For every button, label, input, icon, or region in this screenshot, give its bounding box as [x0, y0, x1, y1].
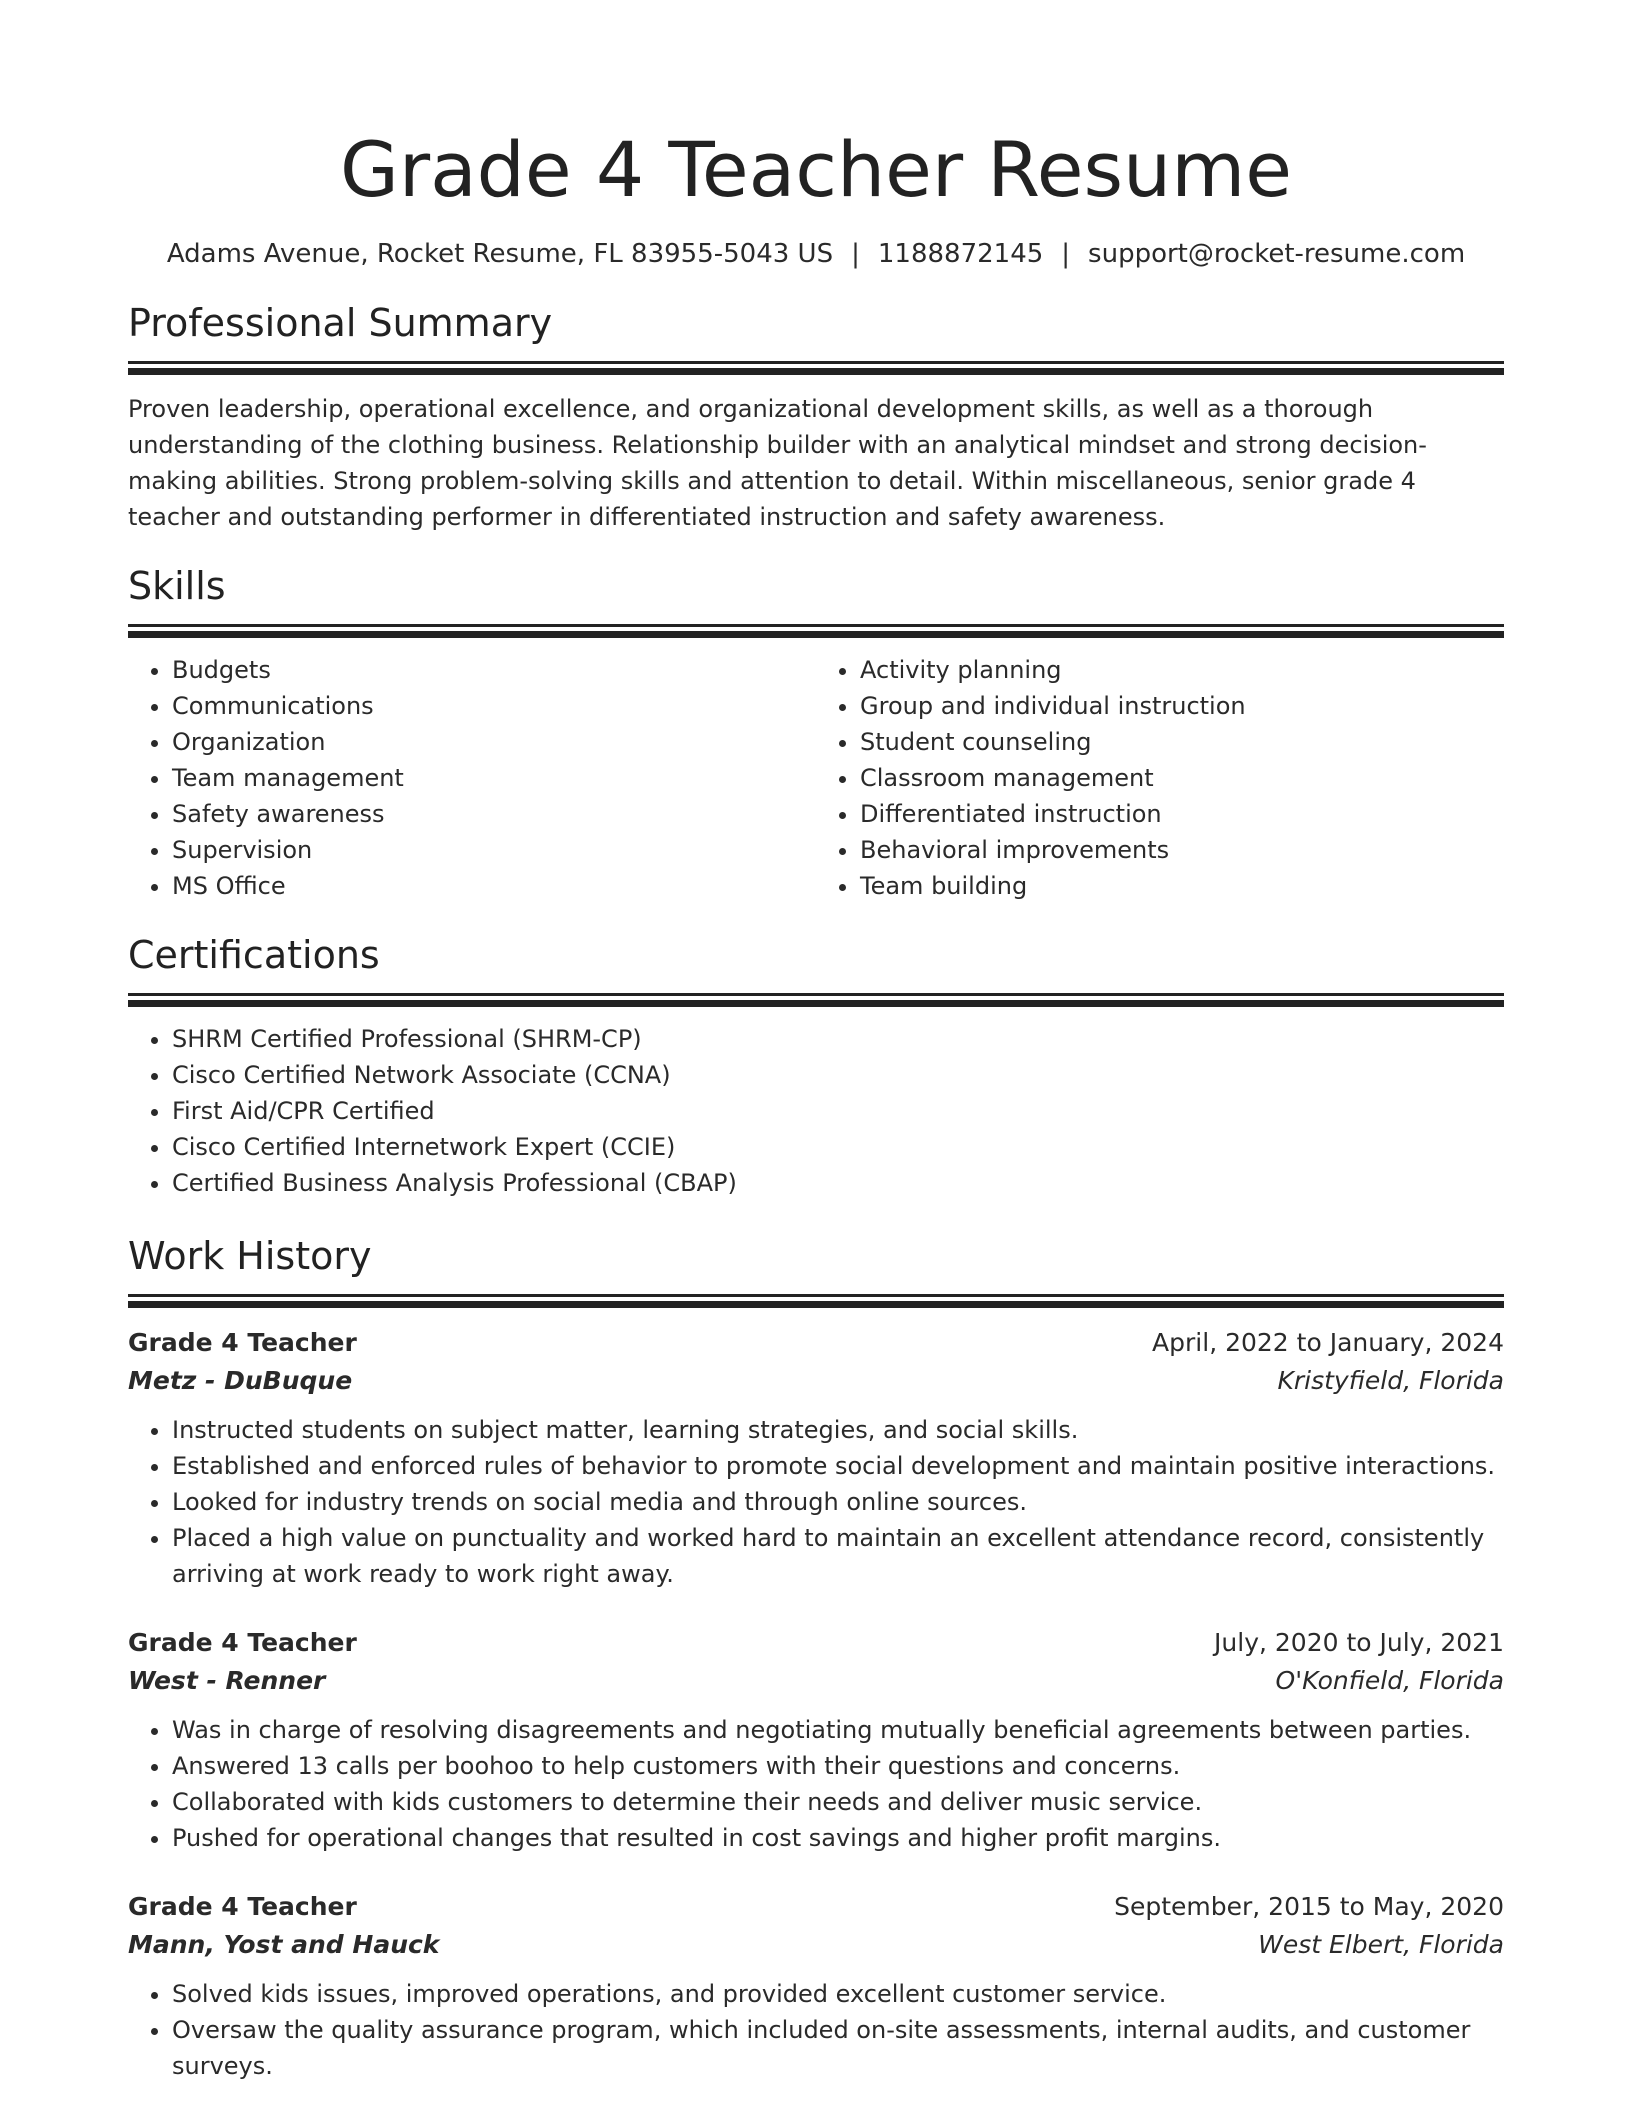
job-header-row	[128, 1624, 1504, 1662]
skills-heading: Skills	[128, 564, 226, 608]
job-bullet: • Answered 13 calls per boohoo to help customers with their questions and concerns.	[172, 1748, 1504, 1784]
contact-separator: |	[1061, 239, 1071, 269]
job-subheader-row	[128, 1926, 1504, 1964]
job-bullet: • Instructed students on subject matter, learning strategies, and social skills.	[172, 1412, 1504, 1448]
job-bullet: • Oversaw the quality assurance program, which included on-site assessments, internal audits, and customer surveys.	[172, 2012, 1504, 2084]
job-company: Metz - DuBuque	[128, 1366, 353, 1395]
job-dates: April, 2022 to January, 2024	[1152, 1328, 1504, 1357]
section-rule-thick	[128, 631, 1504, 638]
job-location: O'Konfield, Florida	[1275, 1666, 1504, 1695]
certification-item: • SHRM Certified Professional (SHRM-CP)	[172, 1021, 1504, 1057]
contact-line	[128, 236, 1504, 272]
summary-section	[128, 298, 1504, 535]
skill-item: • Supervision	[172, 832, 816, 868]
job-bullet: • Solved kids issues, improved operations, and provided excellent customer service.	[172, 1976, 1504, 2012]
certifications-list	[128, 1021, 1504, 1201]
certifications-heading: Certifications	[128, 933, 380, 977]
job-subheader-row	[128, 1662, 1504, 1700]
job-title: Grade 4 Teacher	[128, 1628, 357, 1657]
certifications-section	[128, 930, 1504, 1201]
skill-item: • Group and individual instruction	[860, 688, 1504, 724]
job-location: West Elbert, Florida	[1258, 1930, 1504, 1959]
section-rule	[128, 993, 1504, 996]
skill-item: • Organization	[172, 724, 816, 760]
contact-email: support@rocket-resume.com	[1088, 239, 1466, 269]
certification-item: • Cisco Certified Network Associate (CCNA)	[172, 1057, 1504, 1093]
section-rule-thick	[128, 368, 1504, 375]
job-company: West - Renner	[128, 1666, 326, 1695]
job-header-row	[128, 1888, 1504, 1926]
job-entry	[128, 1888, 1504, 2084]
section-rule	[128, 1294, 1504, 1297]
skills-column-left	[128, 652, 816, 904]
job-bullets	[128, 1712, 1504, 1856]
skill-item: • Differentiated instruction	[860, 796, 1504, 832]
certification-item: • Cisco Certified Internetwork Expert (CCIE)	[172, 1129, 1504, 1165]
skill-item: • Budgets	[172, 652, 816, 688]
job-bullet: • Was in charge of resolving disagreements and negotiating mutually beneficial agreements between parties.	[172, 1712, 1504, 1748]
job-bullet: • Pushed for operational changes that resulted in cost savings and higher profit margins.	[172, 1820, 1504, 1856]
job-header-row	[128, 1324, 1504, 1362]
skill-item: • Classroom management	[860, 760, 1504, 796]
job-bullet: • Collaborated with kids customers to determine their needs and deliver music service.	[172, 1784, 1504, 1820]
skill-item: • Team management	[172, 760, 816, 796]
skill-item: • Behavioral improvements	[860, 832, 1504, 868]
skill-item: • MS Office	[172, 868, 816, 904]
job-dates: September, 2015 to May, 2020	[1114, 1892, 1504, 1921]
job-entry	[128, 1624, 1504, 1856]
skills-grid	[128, 652, 1504, 904]
work-history-heading: Work History	[128, 1234, 372, 1278]
summary-heading: Professional Summary	[128, 301, 553, 345]
job-bullets	[128, 1412, 1504, 1592]
job-location: Kristyfield, Florida	[1277, 1366, 1504, 1395]
job-dates: July, 2020 to July, 2021	[1214, 1628, 1504, 1657]
section-rule-thick	[128, 1301, 1504, 1308]
job-title: Grade 4 Teacher	[128, 1328, 357, 1357]
contact-address: Adams Avenue, Rocket Resume, FL 83955-5043 US	[166, 239, 834, 269]
section-rule-thick	[128, 1000, 1504, 1007]
skills-section	[128, 561, 1504, 904]
job-subheader-row	[128, 1362, 1504, 1400]
skills-column-right	[816, 652, 1504, 904]
skill-item: • Student counseling	[860, 724, 1504, 760]
skill-item: • Safety awareness	[172, 796, 816, 832]
job-entry	[128, 1324, 1504, 1592]
contact-separator: |	[851, 239, 860, 269]
job-bullets	[128, 1976, 1504, 2084]
skill-item: • Activity planning	[860, 652, 1504, 688]
summary-text: Proven leadership, operational excellence, and organizational development skills, as well as a thorough understanding of the clothing business. Relationship builder with an analytical mindset and strong decision-making abilities. Strong problem-solving skills and attention to detail. Within miscellaneous, senior grade 4 teacher and outstanding performer in differentiated instruction and safety awareness.	[128, 395, 1427, 531]
skills-list-right	[816, 652, 1504, 904]
certification-item: • First Aid/CPR Certified	[172, 1093, 1504, 1129]
skill-item: • Team building	[860, 868, 1504, 904]
job-bullet: • Placed a high value on punctuality and worked hard to maintain an excellent attendance record, consistently arriving at work ready to work right away.	[172, 1520, 1504, 1592]
skills-list-left	[128, 652, 816, 904]
job-bullet: • Looked for industry trends on social media and through online sources.	[172, 1484, 1504, 1520]
work-history-section	[128, 1231, 1504, 2084]
section-rule	[128, 361, 1504, 364]
job-bullet: • Established and enforced rules of behavior to promote social development and maintain positive interactions.	[172, 1448, 1504, 1484]
resume-title: Grade 4 Teacher Resume	[339, 125, 1293, 214]
certification-item: • Certified Business Analysis Professional (CBAP)	[172, 1165, 1504, 1201]
job-company: Mann, Yost and Hauck	[128, 1930, 440, 1959]
section-rule	[128, 624, 1504, 627]
job-title: Grade 4 Teacher	[128, 1892, 357, 1921]
skill-item: • Communications	[172, 688, 816, 724]
contact-phone: 1188872145	[877, 239, 1044, 269]
